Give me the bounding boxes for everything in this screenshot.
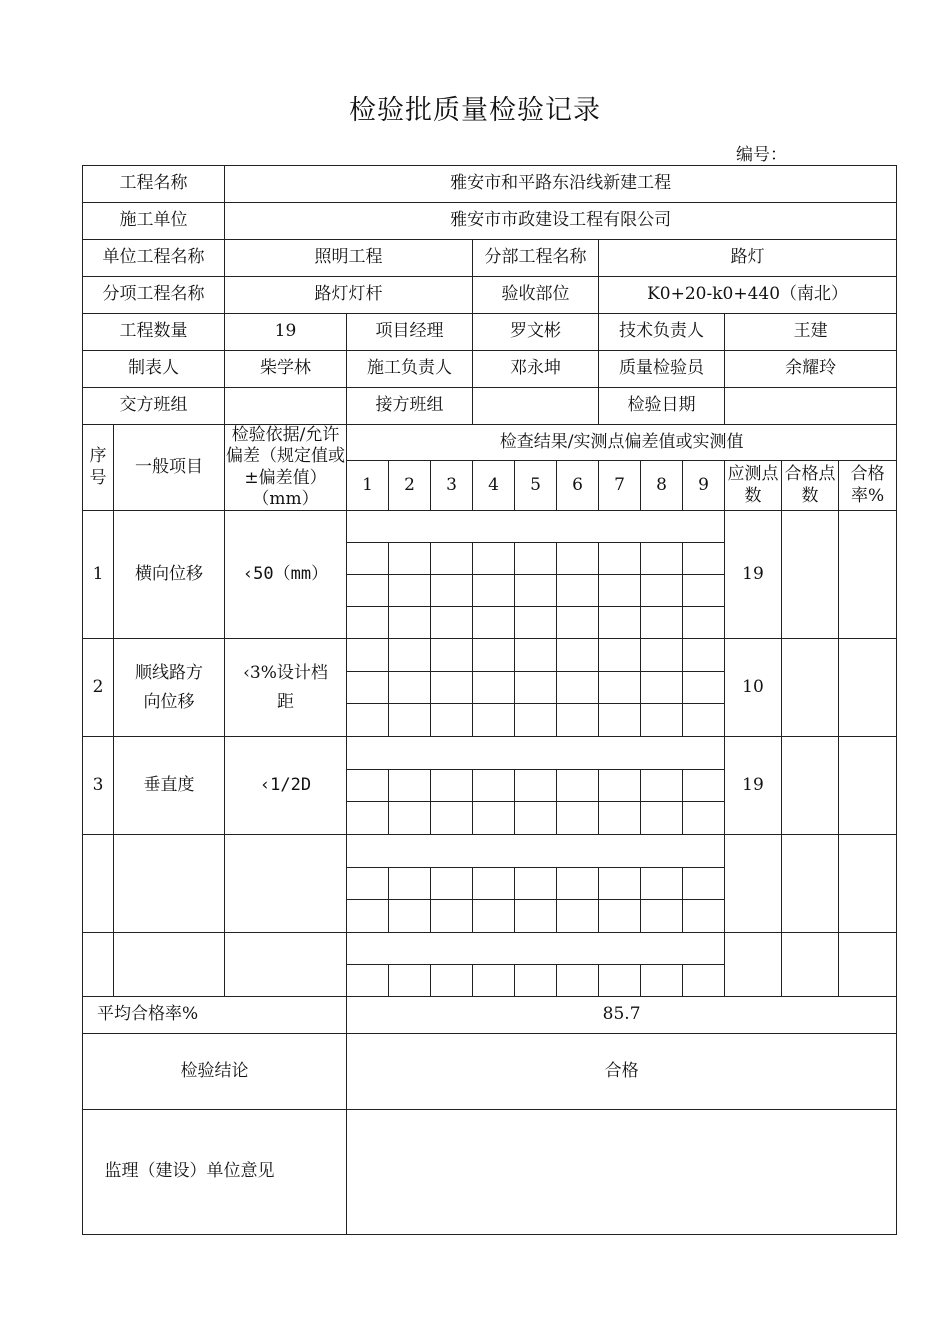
seq-header: 序号 [83,425,114,511]
measure-cell [473,607,515,639]
measure-cell [515,639,557,672]
measure-cell [683,672,725,704]
measure-cell [683,900,725,933]
item-seq: 3 [83,737,114,835]
site-lead-label: 施工负责人 [347,351,473,388]
measure-cell [347,737,725,770]
tech: 王建 [725,314,897,351]
measure-cell [515,770,557,802]
point-header: 7 [599,461,641,511]
item-required-points [725,933,782,997]
item-passed-points [782,835,839,933]
contractor: 雅安市市政建设工程有限公司 [225,203,897,240]
division: 路灯 [599,240,897,277]
item-seq: 1 [83,511,114,639]
measure-cell [347,802,389,835]
measure-cell [431,802,473,835]
measure-cell [683,704,725,737]
results-header: 检查结果/实测点偏差值或实测值 [347,425,897,461]
measure-cell [599,868,641,900]
date-label: 检验日期 [599,388,725,425]
measure-cell [641,965,683,997]
quantity: 19 [225,314,347,351]
item-seq [83,835,114,933]
measure-cell [641,543,683,575]
measure-cell [347,835,725,868]
measure-cell [389,575,431,607]
measure-cell [347,575,389,607]
measure-cell [683,868,725,900]
quantity-label: 工程数量 [83,314,225,351]
item-pass-rate [839,639,897,737]
point-header: 8 [641,461,683,511]
measure-cell [599,672,641,704]
pass-rate-header: 合格率% [839,461,897,511]
project-name-label: 工程名称 [83,166,225,203]
point-header: 3 [431,461,473,511]
measure-cell [515,965,557,997]
measure-cell [347,543,389,575]
measure-cell [683,639,725,672]
item-basis [225,835,347,933]
item-seq [83,933,114,997]
measure-cell [347,900,389,933]
measure-cell [347,511,725,543]
measure-cell [431,639,473,672]
measure-cell [473,802,515,835]
item-pass-rate [839,511,897,639]
item-passed-points [782,737,839,835]
item-name [114,933,225,997]
item-passed-points [782,933,839,997]
measure-cell [557,607,599,639]
measure-cell [683,575,725,607]
measure-cell [473,900,515,933]
avg-rate-label: 平均合格率% [83,997,347,1034]
measure-cell [389,868,431,900]
point-header: 9 [683,461,725,511]
measure-cell [557,770,599,802]
measure-cell [473,575,515,607]
contractor-label: 施工单位 [83,203,225,240]
measure-cell [557,868,599,900]
measure-cell [431,868,473,900]
measure-cell [431,770,473,802]
measure-cell [473,868,515,900]
measure-cell [557,965,599,997]
item-seq: 2 [83,639,114,737]
basis-header: 检验依据/允许偏差（规定值或±偏差值）（mm） [226,425,345,509]
measure-cell [431,900,473,933]
handover-label: 交方班组 [83,388,225,425]
measure-cell [515,607,557,639]
measure-cell [347,607,389,639]
measure-cell [683,802,725,835]
project-name: 雅安市和平路东沿线新建工程 [225,166,897,203]
item-required-points: 10 [725,639,782,737]
conclusion-label: 检验结论 [83,1034,347,1110]
required-points-header: 应测点数 [725,461,782,511]
pm: 罗文彬 [473,314,599,351]
measure-cell [347,704,389,737]
avg-rate: 85.7 [347,997,897,1034]
subitem: 路灯灯杆 [225,277,473,314]
measure-cell [599,802,641,835]
unit-project-label: 单位工程名称 [83,240,225,277]
item-required-points: 19 [725,737,782,835]
measure-cell [641,770,683,802]
measure-cell [431,965,473,997]
measure-cell [683,770,725,802]
measure-cell [515,543,557,575]
tech-label: 技术负责人 [599,314,725,351]
measure-cell [389,607,431,639]
measure-cell [515,868,557,900]
measure-cell [473,639,515,672]
conclusion: 合格 [347,1034,897,1110]
measure-cell [515,672,557,704]
measure-cell [599,900,641,933]
item-name: 顺线路方向位移 [114,639,225,737]
inspection-form [82,165,897,1235]
preparer-label: 制表人 [83,351,225,388]
measure-cell [473,965,515,997]
point-header: 1 [347,461,389,511]
item-required-points [725,835,782,933]
receiver [473,388,599,425]
measure-cell [599,543,641,575]
measure-cell [473,704,515,737]
measure-cell [389,672,431,704]
pm-label: 项目经理 [347,314,473,351]
measure-cell [683,607,725,639]
measure-cell [641,607,683,639]
measure-cell [347,965,389,997]
receiver-label: 接方班组 [347,388,473,425]
page-title: 检验批质量检验记录 [349,95,601,126]
date [725,388,897,425]
item-required-points: 19 [725,511,782,639]
handover [225,388,347,425]
measure-cell [473,672,515,704]
measure-cell [557,704,599,737]
measure-cell [641,900,683,933]
measure-cell [515,900,557,933]
item-passed-points [782,639,839,737]
serial-number-label: 编号： [736,145,787,165]
measure-cell [599,607,641,639]
item-pass-rate [839,835,897,933]
item-header: 一般项目 [114,425,225,511]
point-header: 6 [557,461,599,511]
supervisor-opinion-label: 监理（建设）单位意见 [83,1110,347,1235]
site-lead: 邓永坤 [473,351,599,388]
point-header: 5 [515,461,557,511]
measure-cell [347,868,389,900]
measure-cell [683,965,725,997]
measure-cell [599,704,641,737]
measure-cell [389,900,431,933]
measure-cell [683,543,725,575]
measure-cell [641,704,683,737]
measure-cell [347,672,389,704]
measure-cell [599,575,641,607]
item-basis [225,933,347,997]
inspector: 余耀玲 [725,351,897,388]
item-passed-points [782,511,839,639]
measure-cell [557,575,599,607]
measure-cell [473,543,515,575]
measure-cell [641,868,683,900]
supervisor-opinion [347,1110,897,1235]
measure-cell [389,639,431,672]
measure-cell [389,543,431,575]
measure-cell [641,639,683,672]
item-basis: ‹3%设计档距 [225,639,347,737]
measure-cell [557,639,599,672]
measure-cell [557,672,599,704]
unit-project: 照明工程 [225,240,473,277]
measure-cell [641,672,683,704]
measure-cell [347,639,389,672]
measure-cell [431,704,473,737]
measure-cell [389,770,431,802]
measure-cell [599,770,641,802]
measure-cell [515,575,557,607]
acceptance-part-label: 验收部位 [473,277,599,314]
measure-cell [431,607,473,639]
measure-cell [431,575,473,607]
measure-cell [347,770,389,802]
point-header: 2 [389,461,431,511]
item-name [114,835,225,933]
inspector-label: 质量检验员 [599,351,725,388]
measure-cell [389,704,431,737]
item-pass-rate [839,933,897,997]
item-basis: ‹1/2D [225,737,347,835]
measure-cell [347,933,725,965]
measure-cell [599,639,641,672]
measure-cell [389,965,431,997]
measure-cell [431,672,473,704]
passed-points-header: 合格点数 [782,461,839,511]
measure-cell [515,704,557,737]
acceptance-part: K0+20-k0+440（南北） [599,277,897,314]
item-name: 垂直度 [114,737,225,835]
division-label: 分部工程名称 [473,240,599,277]
measure-cell [599,965,641,997]
measure-cell [515,802,557,835]
measure-cell [557,543,599,575]
measure-cell [557,900,599,933]
measure-cell [431,543,473,575]
item-name: 横向位移 [114,511,225,639]
measure-cell [557,802,599,835]
preparer: 柴学林 [225,351,347,388]
measure-cell [389,802,431,835]
measure-cell [641,575,683,607]
subitem-label: 分项工程名称 [83,277,225,314]
point-header: 4 [473,461,515,511]
item-basis: ‹50（mm） [225,511,347,639]
measure-cell [473,770,515,802]
item-pass-rate [839,737,897,835]
measure-cell [641,802,683,835]
